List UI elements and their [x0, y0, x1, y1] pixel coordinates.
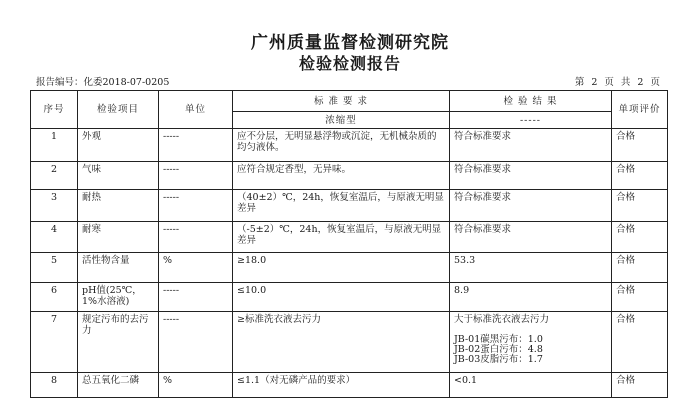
row-result: 符合标准要求 — [450, 162, 612, 190]
row-seq: 8 — [31, 373, 78, 398]
table-header-row — [31, 91, 668, 112]
header-standard: 标 准 要 求 — [233, 91, 450, 112]
table-row — [31, 129, 668, 162]
table-row — [31, 373, 668, 398]
stain-results — [454, 335, 607, 365]
row-unit: ----- — [159, 283, 233, 312]
row-result: <0.1 — [450, 373, 612, 398]
row-evaluation: 合格 — [612, 162, 668, 190]
row-seq: 4 — [31, 222, 78, 253]
row-result-cell — [450, 312, 612, 373]
row-item: 规定污布的去污力 — [78, 312, 159, 373]
row-item: 总五氧化二磷 — [78, 373, 159, 398]
institution-title: 广州质量监督检测研究院 — [251, 33, 449, 53]
table-row — [31, 312, 668, 373]
row-standard: ≥标准洗衣液去污力 — [233, 312, 450, 373]
row-seq: 3 — [31, 190, 78, 222]
row-evaluation: 合格 — [612, 222, 668, 253]
row-item: 耐热 — [78, 190, 159, 222]
row-evaluation: 合格 — [612, 190, 668, 222]
row-unit: ----- — [159, 312, 233, 373]
report-number: 报告编号：化委2018-07-0205 — [36, 77, 170, 88]
header-result: 检 验 结 果 — [450, 91, 612, 112]
row-item: 外观 — [78, 129, 159, 162]
table-row — [31, 222, 668, 253]
row-unit: ----- — [159, 129, 233, 162]
row-item: 活性物含量 — [78, 253, 159, 283]
row-evaluation: 合格 — [612, 129, 668, 162]
row-unit: % — [159, 373, 233, 398]
row-item: pH值(25℃，1%水溶液) — [78, 283, 159, 312]
header-result-sub: ----- — [450, 112, 612, 129]
row-seq: 2 — [31, 162, 78, 190]
row-standard: ≤10.0 — [233, 283, 450, 312]
report-title: 检验检测报告 — [298, 54, 401, 73]
row-standard: 应不分层，无明显悬浮物或沉淀，无机械杂质的均匀液体。 — [233, 129, 450, 162]
row-evaluation: 合格 — [612, 283, 668, 312]
row-result: 53.3 — [450, 253, 612, 283]
row-result: 大于标准洗衣液去污力 — [454, 314, 550, 325]
row-result: 符合标准要求 — [450, 222, 612, 253]
header-evaluation: 单项评价 — [612, 91, 668, 129]
row-seq: 5 — [31, 253, 78, 283]
header-item: 检验项目 — [78, 91, 159, 129]
header-seq: 序号 — [31, 91, 78, 129]
table-row — [31, 190, 668, 222]
row-result: 8.9 — [450, 283, 612, 312]
row-result: 符合标准要求 — [450, 129, 612, 162]
header-unit: 单位 — [159, 91, 233, 129]
row-standard: ≥18.0 — [233, 253, 450, 283]
row-result: 符合标准要求 — [450, 190, 612, 222]
header-standard-sub: 浓缩型 — [233, 112, 450, 129]
row-unit: ----- — [159, 190, 233, 222]
row-unit: % — [159, 253, 233, 283]
row-item: 气味 — [78, 162, 159, 190]
row-evaluation: 合格 — [612, 253, 668, 283]
row-evaluation: 合格 — [612, 312, 668, 373]
row-evaluation: 合格 — [612, 373, 668, 398]
table-row — [31, 253, 668, 283]
inspection-table — [30, 90, 668, 398]
row-standard: （-5±2）℃，24h，恢复室温后，与原液无明显差异 — [233, 222, 450, 253]
table-row — [31, 162, 668, 190]
row-seq: 1 — [31, 129, 78, 162]
stain-result-protein: JB-02蛋白污布：4.8 — [454, 344, 543, 355]
row-standard: （40±2）℃，24h，恢复室温后，与原液无明显差异 — [233, 190, 450, 222]
stain-result-sebum: JB-03皮脂污布：1.7 — [454, 354, 543, 365]
row-standard: ≤1.1（对无磷产品的要求） — [233, 373, 450, 398]
page-indicator: 第 2 页 共 2 页 — [574, 77, 660, 88]
stain-result-carbon: JB-01碳黑污布：1.0 — [454, 334, 543, 345]
row-unit: ----- — [159, 162, 233, 190]
row-item: 耐寒 — [78, 222, 159, 253]
row-unit: ----- — [159, 222, 233, 253]
row-standard: 应符合规定香型，无异味。 — [233, 162, 450, 190]
table-row — [31, 283, 668, 312]
row-seq: 6 — [31, 283, 78, 312]
row-seq: 7 — [31, 312, 78, 373]
